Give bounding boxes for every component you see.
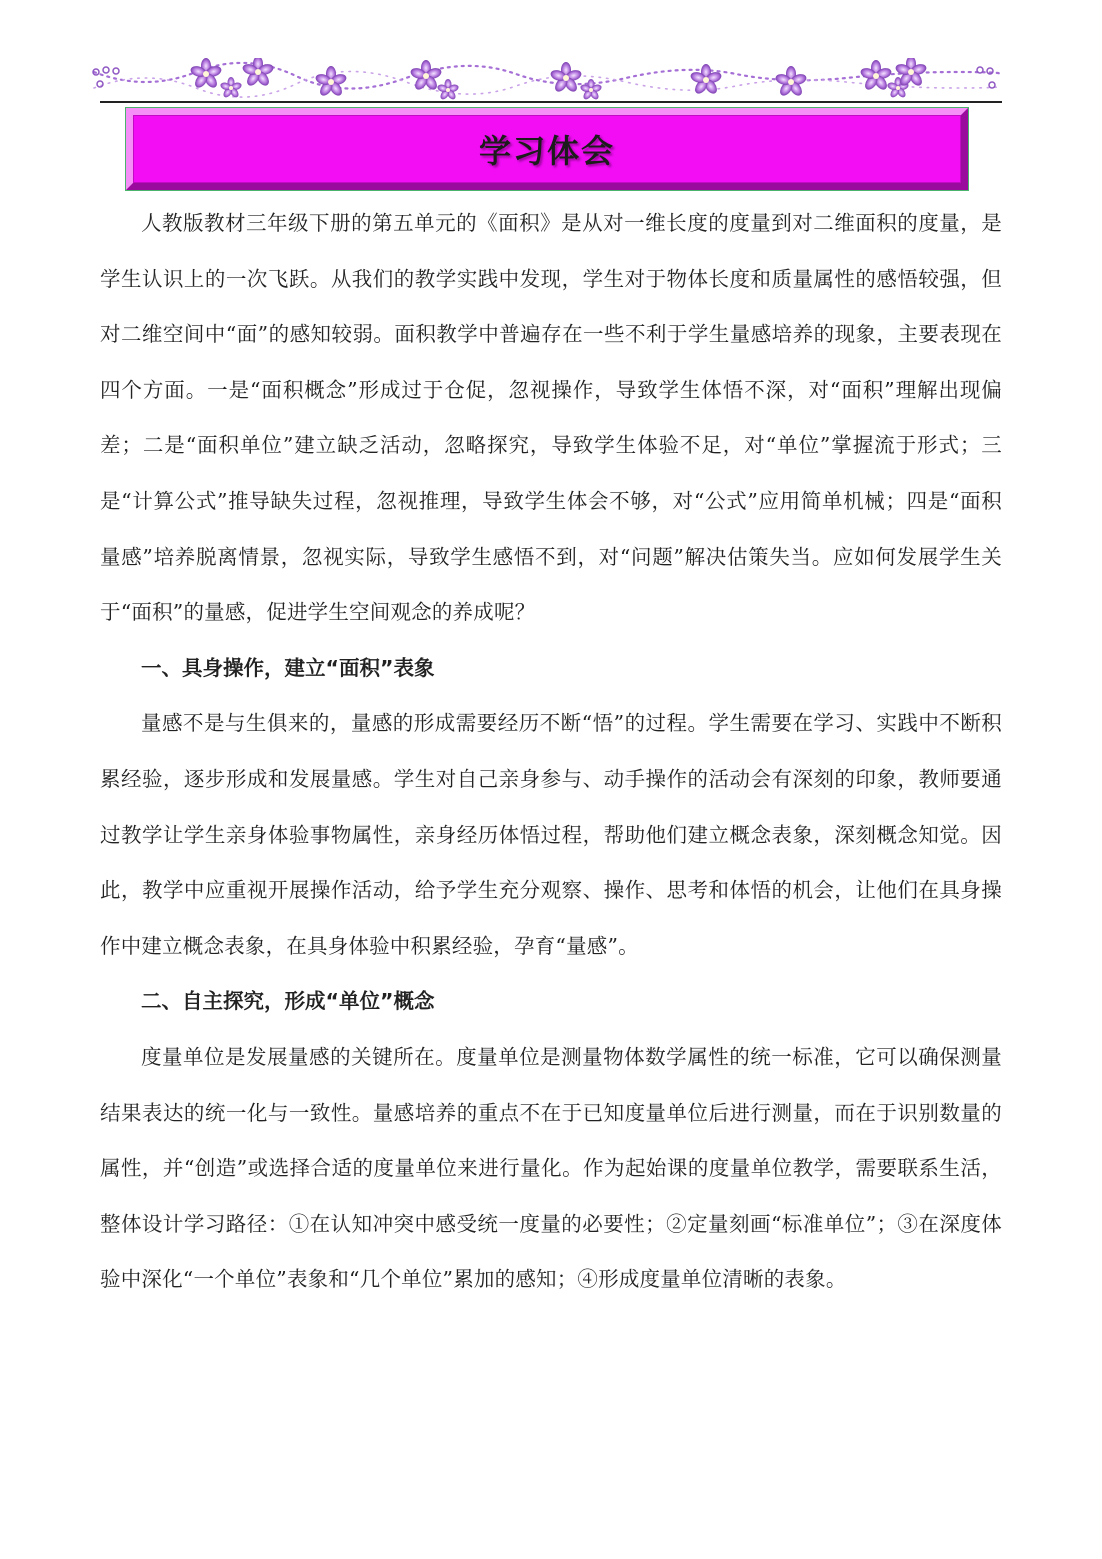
section-heading-2: 二、自主探究，形成“单位”概念 bbox=[141, 989, 435, 1014]
header-rule bbox=[100, 101, 1002, 103]
floral-border-decoration bbox=[86, 58, 1004, 104]
intro-paragraph: 人教版教材三年级下册的第五单元的《面积》是从对一维长度的度量到对二维面积的度量，是学生认识上的一次飞跃。从我们的教学实践中发现，学生对于物体长度和质量属性的感悟较强，但对二维空间中“面”的感知较弱。面积教学中普遍存在一些不利于学生量感培养的现象，主要表现在四个方面。一是“面积概念”形成过于仓促，忽视操作，导致学生体悟不深，对“面积”理解出现偏差；二是“面积单位”建立缺乏活动，忽略探究，导致学生体验不足，对“单位”掌握流于形式；三是“计算公式”推导缺失过程，忽视推理，导致学生体会不够，对“公式”应用简单机械；四是“面积量感”培养脱离情景，忽视实际，导致学生感悟不到，对“问题”解决估策失当。应如何发展学生关于“面积”的量感，促进学生空间观念的养成呢？ bbox=[100, 211, 1002, 625]
section-1-paragraph: 量感不是与生俱来的，量感的形成需要经历不断“悟”的过程。学生需要在学习、实践中不断积累经验，逐步形成和发展量感。学生对自己亲身参与、动手操作的活动会有深刻的印象，教师要通过教学让学生亲身体验事物属性，亲身经历体悟过程，帮助他们建立概念表象，深刻概念知觉。因此，教学中应重视开展操作活动，给予学生充分观察、操作、思考和体悟的机会，让他们在具身操作中建立概念表象，在具身体验中积累经验，孕育“量感”。 bbox=[100, 711, 1002, 958]
document-body bbox=[100, 196, 1002, 1308]
title-banner bbox=[126, 108, 968, 190]
page-title: 学习体会 bbox=[478, 132, 615, 170]
section-2-paragraph: 度量单位是发展量感的关键所在。度量单位是测量物体数学属性的统一标准，它可以确保测量结果表达的统一化与一致性。量感培养的重点不在于已知度量单位后进行测量，而在于识别数量的属性，并“创造”或选择合适的度量单位来进行量化。作为起始课的度量单位教学，需要联系生活，整体设计学习路径：①在认知冲突中感受统一度量的必要性；②定量刻画“标准单位”；③在深度体验中深化“一个单位”表象和“几个单位”累加的感知；④形成度量单位清晰的表象。 bbox=[100, 1044, 1002, 1292]
section-heading-1: 一、具身操作，建立“面积”表象 bbox=[141, 655, 435, 680]
